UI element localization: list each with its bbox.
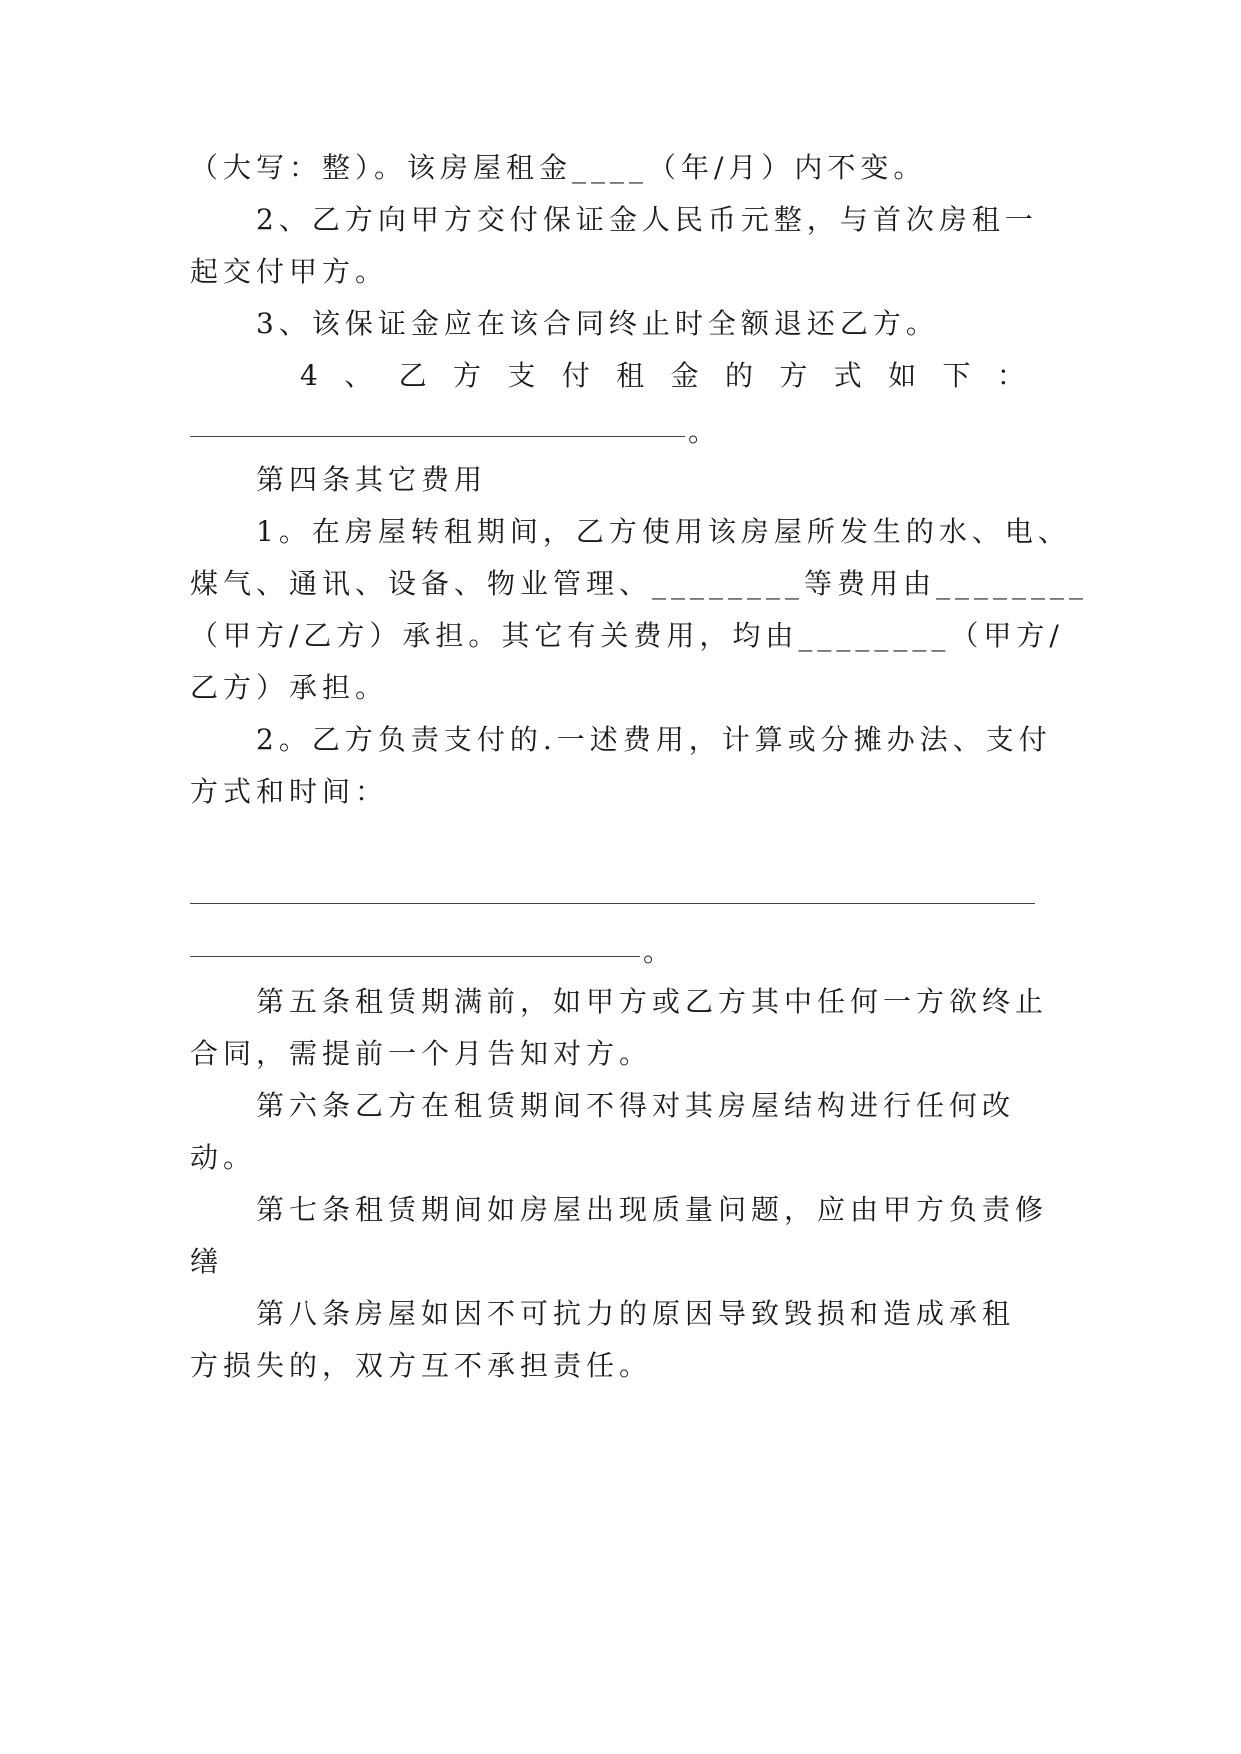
text-line: 2。乙方负责支付的.一述费用，计算或分摊办法、支付 — [256, 723, 1052, 756]
clause-4-char: 4 — [300, 359, 318, 392]
text-line: 第八条房屋如因不可抗力的原因导致毁损和造成承租 — [256, 1297, 1016, 1330]
text-line: 合同，需提前一个月告知对方。 — [190, 1037, 653, 1070]
clause-4-char: 下 — [942, 359, 971, 392]
text-line: 2、乙方向甲方交付保证金人民币元整，与首次房租一 — [256, 203, 1038, 236]
clause-4-char: 租 — [616, 359, 645, 392]
blank-underline — [190, 903, 1035, 904]
text-line: 第七条租赁期间如房屋出现质量问题，应由甲方负责修 — [256, 1193, 1049, 1226]
clause-4-char: 式 — [833, 359, 862, 392]
clause-4-char: 金 — [670, 359, 699, 392]
clause-4-line — [300, 356, 1025, 396]
period-mark: 。 — [643, 935, 672, 968]
clause-4-char: 、 — [344, 359, 373, 392]
text-line: 3、该保证金应在该合同终止时全额退还乙方。 — [256, 307, 939, 340]
clause-4-char: 如 — [888, 359, 917, 392]
clause-4-char: 方 — [779, 359, 808, 392]
text-line: 第五条租赁期满前，如甲方或乙方其中任何一方欲终止 — [256, 985, 1049, 1018]
blank-underline — [190, 956, 640, 957]
clause-4-char: 付 — [561, 359, 590, 392]
clause-4-char: 的 — [724, 359, 753, 392]
clause-4-char: 支 — [507, 359, 536, 392]
clause-4-char: 方 — [452, 359, 481, 392]
text-line: 1。在房屋转租期间，乙方使用该房屋所发生的水、电、 — [256, 515, 1071, 548]
text-line: 煤气、通讯、设备、物业管理、________等费用由________ — [190, 567, 1089, 600]
text-line: 动。 — [190, 1141, 257, 1174]
text-line: 缮 — [190, 1245, 224, 1278]
text-line: 第六条乙方在租赁期间不得对其房屋结构进行任何改 — [256, 1089, 1016, 1122]
text-line: 方式和时间： — [190, 775, 389, 808]
text-line: 方损失的，双方互不承担责任。 — [190, 1349, 653, 1382]
blank-underline — [190, 436, 685, 437]
text-line: （甲方/乙方）承担。其它有关费用，均由________（甲方/ — [190, 619, 1064, 652]
text-line: 起交付甲方。 — [190, 255, 389, 288]
text-line: 乙方）承担。 — [190, 671, 389, 704]
period-mark: 。 — [688, 415, 717, 448]
clause-4-char: 乙 — [398, 359, 427, 392]
clause-4-char: ： — [996, 359, 1025, 392]
text-line: （大写：整）。该房屋租金____（年/月）内不变。 — [190, 151, 927, 184]
section-heading: 第四条其它费用 — [256, 463, 488, 496]
